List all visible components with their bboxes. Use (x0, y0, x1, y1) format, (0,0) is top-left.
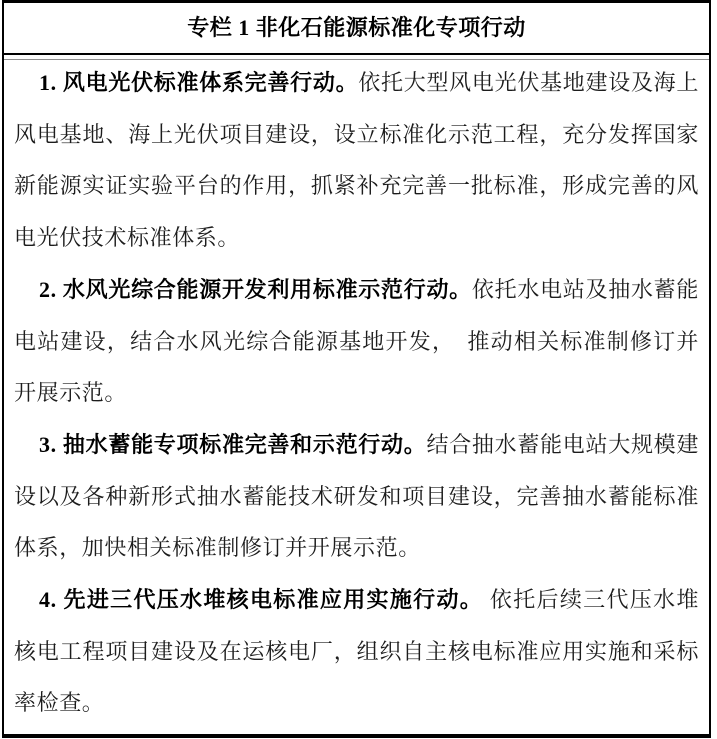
paragraph-2-body: 依托水电站及抽水蓄能电站建设，结合水风光综合能源基地开发， 推动相关标准制修订并开展示范。 (14, 276, 699, 406)
paragraph-3-body: 结合抽水蓄能电站大规模建设以及各种新形式抽水蓄能技术研发和项目建设，完善抽水蓄能标准体系，加快相关标准制修订并开展示范。 (14, 431, 700, 561)
paragraph-4 (14, 574, 699, 729)
paragraph-3 (14, 419, 699, 574)
paragraph-2 (14, 264, 699, 419)
special-column-panel (2, 0, 711, 738)
paragraph-1-lead: 1. 风电光伏标准体系完善行动。 (39, 70, 359, 95)
panel-body (4, 57, 709, 729)
paragraph-1 (14, 57, 699, 264)
paragraph-3-lead: 3. 抽水蓄能专项标准完善和示范行动。 (39, 431, 427, 457)
paragraph-1-body: 依托大型风电光伏基地建设及海上风电基地、海上光伏项目建设，设立标准化示范工程，充分发挥国家新能源实证实验平台的作用，抓紧补充完善一批标准，形成完善的风电光伏技术标准体系。 (14, 70, 699, 251)
paragraph-2-lead: 2. 水风光综合能源开发利用标准示范行动。 (39, 276, 472, 302)
panel-title: 专栏 1 非化石能源标准化专项行动 (4, 3, 709, 55)
paragraph-4-body: 依托后续三代压水堆核电工程项目建设及在运核电厂，组织自主核电标准应用实施和采标率检查。 (14, 587, 699, 716)
paragraph-4-lead: 4. 先进三代压水堆核电标准应用实施行动。 (39, 587, 484, 613)
